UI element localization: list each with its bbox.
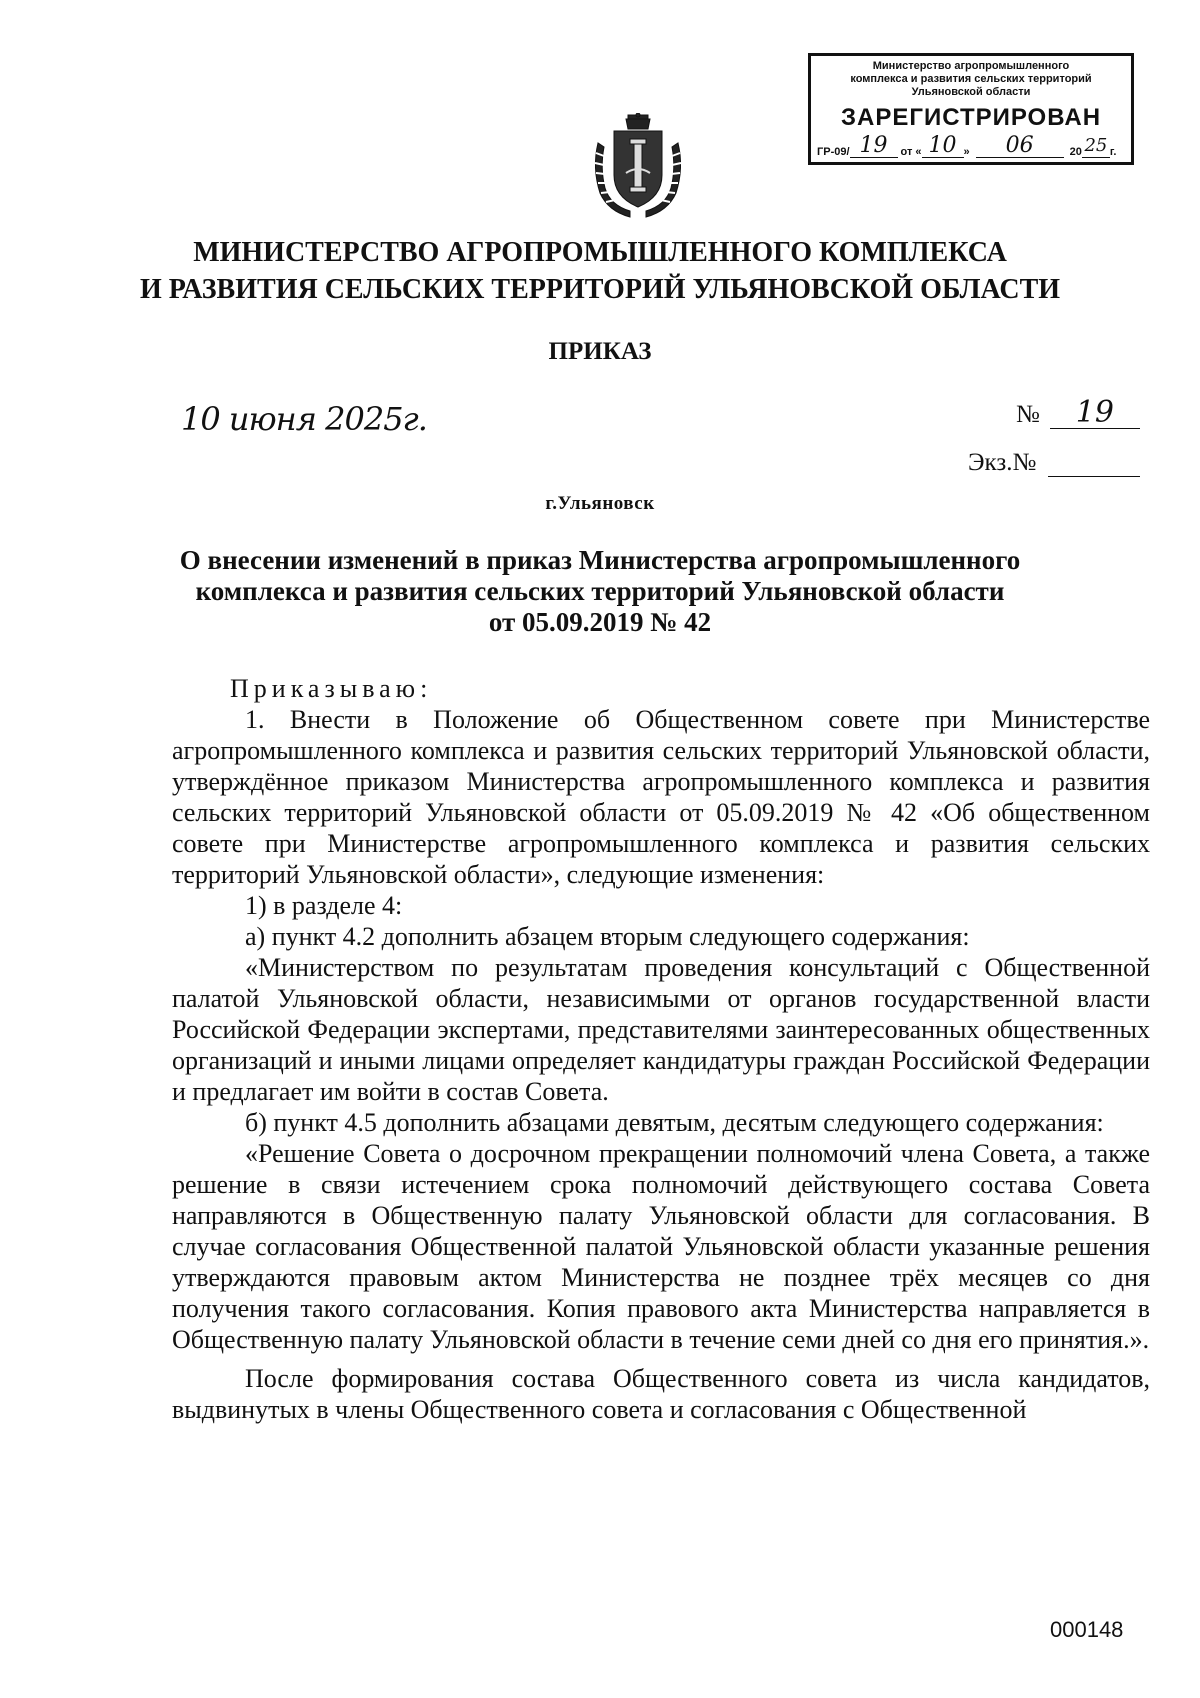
stamp-reg-day: 10 [922,135,964,158]
stamp-registration-line [817,135,1125,158]
copy-number-label: Экз.№ [968,449,1037,476]
ministry-name [0,234,1200,308]
stamp-org-line: Министерство агропромышленного [872,60,1070,72]
stamp-reg-number: 19 [850,135,898,158]
stamp-reg-month: 06 [976,135,1064,158]
coat-of-arms-icon [590,113,686,221]
subject-line: комплекса и развития сельских территорий Ульяновской области [195,576,1005,606]
ministry-name-line: И РАЗВИТИЯ СЕЛЬСКИХ ТЕРРИТОРИЙ УЛЬЯНОВСКОЙ ОБЛАСТИ [139,274,1061,305]
city: г.Ульяновск [545,493,655,514]
body-paragraph: 1) в разделе 4: [245,891,403,920]
stamp-reg-from: от « [900,146,922,158]
body-paragraph: Приказываю: [230,674,433,703]
stamp-organization [817,60,1125,99]
order-number-label: № [1016,401,1040,428]
copy-number [968,449,1140,477]
body-paragraph: а) пункт 4.2 дополнить абзацем вторым следующего содержания: [245,922,970,951]
body-paragraph: 1. Внести в Положение об Общественном совете при Министерстве агропромышленного комплекса и развития сельских территорий Ульяновской области, утверждённое приказом Министерства агропромышленного комплекса и развития сельских территорий Ульяновской области от 05.09.2019 № 42 «Об общественном совете при Министерстве агропромышленного комплекса и развития сельских территорий Ульяновской области», следующие изменения: [172,705,1150,889]
stamp-org-line: комплекса и развития сельских территорий [850,73,1092,85]
stamp-reg-year-prefix: 20 [1069,146,1082,158]
order-number [1016,395,1140,430]
order-title: ПРИКАЗ [548,338,652,365]
ministry-name-line: МИНИСТЕРСТВО АГРОПРОМЫШЛЕННОГО КОМПЛЕКСА [193,237,1007,268]
stamp-org-line: Ульяновской области [911,86,1031,98]
body-paragraph: б) пункт 4.5 дополнить абзацами девятым, десятым следующего содержания: [245,1108,1104,1137]
body-paragraph: После формирования состава Общественного совета из числа кандидатов, выдвинутых в члены Общественного совета и согласования с Общественной [172,1364,1150,1424]
order-date-handwritten: 10 июня 2025г. [181,400,427,438]
subject-line: О внесении изменений в приказ Министерства агропромышленного [179,545,1021,575]
stamp-reg-year-suffix: 25 [1082,135,1110,158]
stamp-status: ЗАРЕГИСТРИРОВАН [840,104,1102,131]
stamp-reg-sep: » [963,146,970,158]
order-subject [0,545,1200,638]
order-number-value: 19 [1050,398,1140,429]
subject-line: от 05.09.2019 № 42 [488,607,712,637]
copy-number-blank [1048,452,1140,477]
body-paragraph: «Решение Совета о досрочном прекращении полномочий члена Совета, а также решение в связи истечением срока полномочий действующего состава Совета направляются в Общественную палату Ульяновской области для согласования. В случае согласования Общественной палатой Ульяновской области указанные решения утверждаются правовым актом Министерства не позднее трёх месяцев со дня получения такого согласования. Копия правового акта Министерства направляется в Общественную палату Ульяновской области в течение семи дней со дня его принятия.». [172,1139,1150,1354]
registration-stamp [808,53,1134,165]
stamp-reg-prefix: ГР-09/ [817,146,850,158]
order-body [172,673,1150,1425]
body-paragraph: «Министерством по результатам проведения консультаций с Общественной палатой Ульяновской области, независимыми от органов государственной власти Российской Федерации экспертами, представителями заинтересованных общественных организаций и иными лицами определяет кандидатуры граждан Российской Федерации и предлагает им войти в состав Совета. [172,953,1150,1106]
stamp-reg-year-end: г. [1109,146,1117,158]
page-number: 000148 [1050,1617,1124,1642]
